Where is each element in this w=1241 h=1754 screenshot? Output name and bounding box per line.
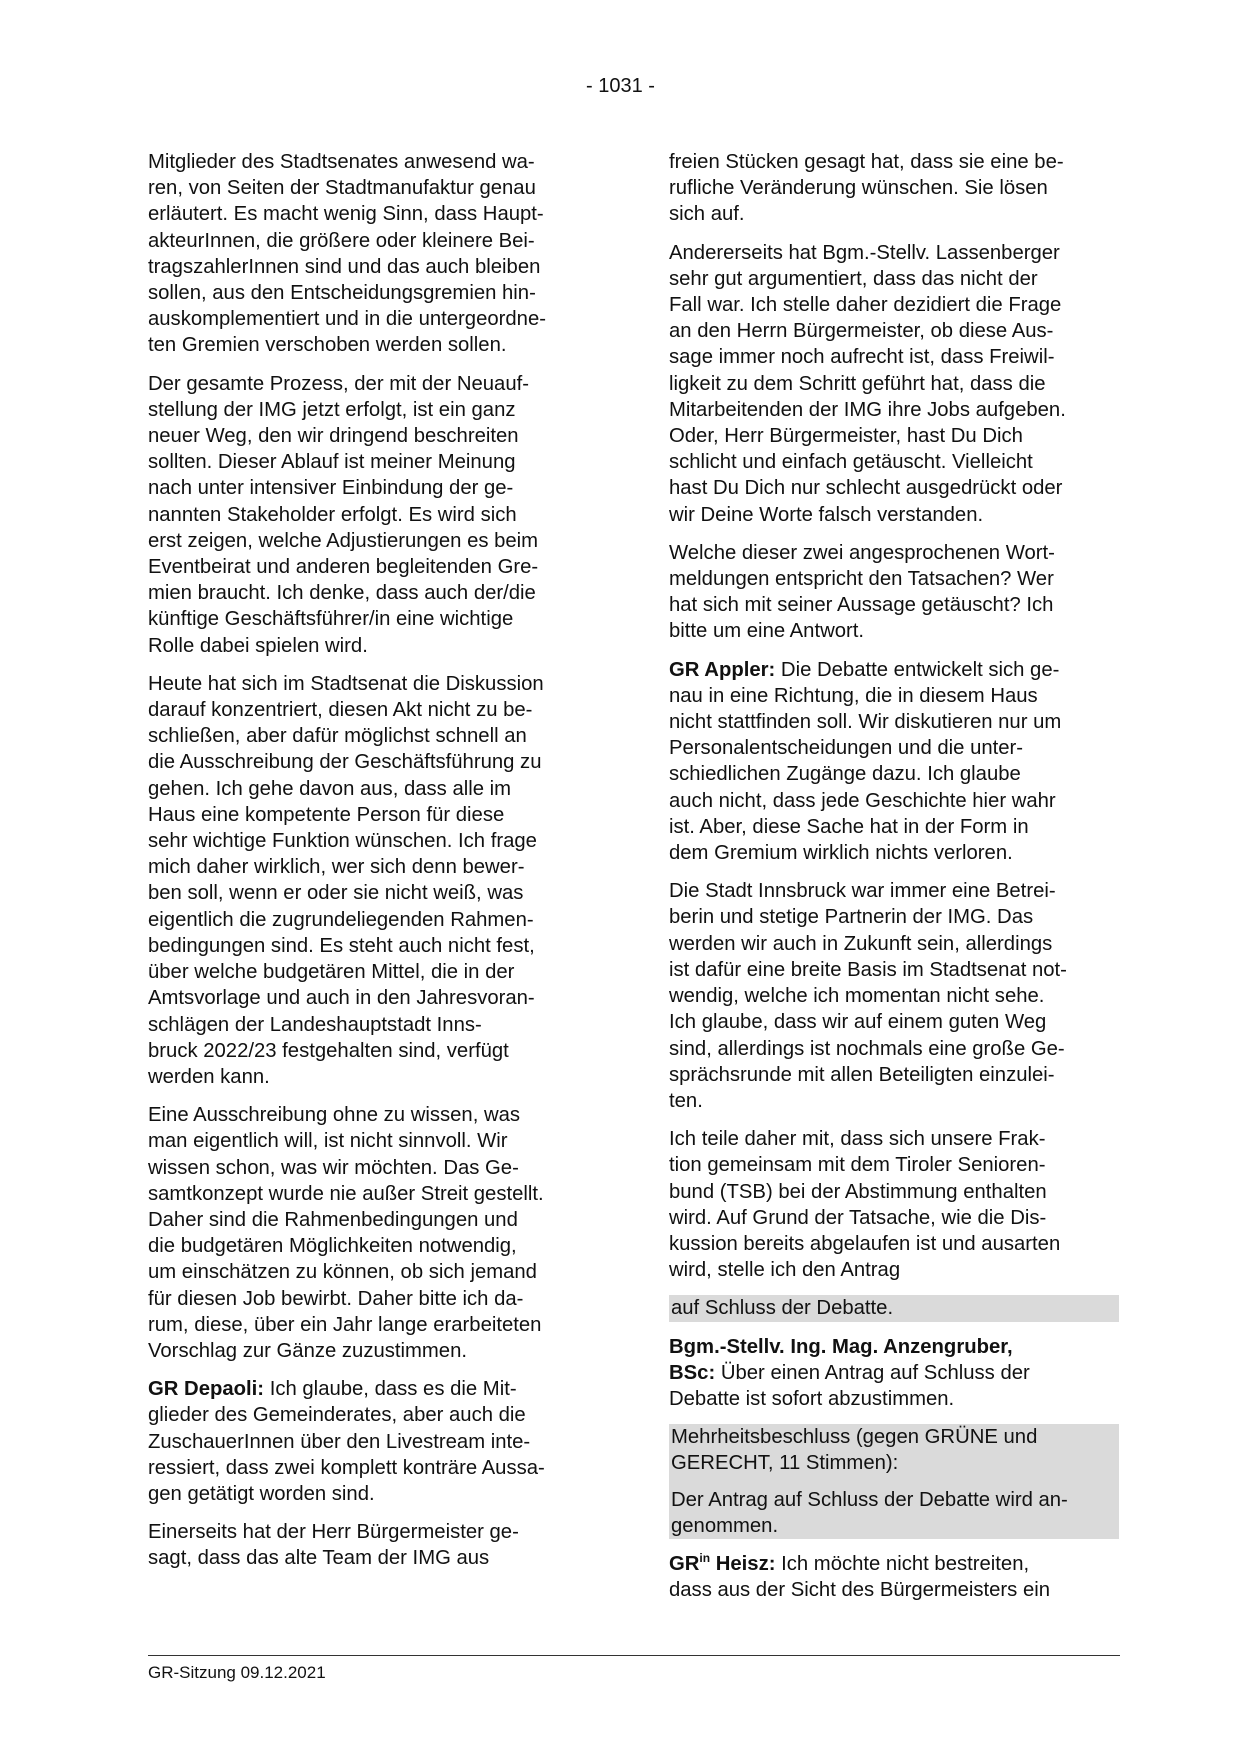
paragraph bbox=[148, 671, 598, 1090]
paragraph bbox=[148, 149, 598, 359]
page-number: - 1031 - bbox=[586, 75, 655, 97]
paragraph-text: Einerseits hat der Herr Bürgermeister ge- sagt, dass das alte Team der IMG aus bbox=[148, 1521, 519, 1570]
left-column bbox=[148, 149, 598, 1584]
speaker-name: GR Appler: bbox=[669, 658, 776, 681]
paragraph bbox=[669, 878, 1119, 1114]
paragraph-text: Heute hat sich im Stadtsenat die Diskussion darauf konzentriert, diesen Akt nicht zu be- schließen, aber dafür möglichst schnell an die Ausschreibung der Geschäftsführung zu gehen. Ich gehe davon aus, dass alle im Haus eine kompetente Person für diese sehr wichtige Funktion wünschen. Ich frage mich daher wirklich, wer sich denn bewer- ben soll, wenn er oder sie nicht weiß, was eigentlich die zugrundeliegenden Rahmen- bedingungen sind. Es steht auch nicht fest, über welche budgetären Mittel, die in der Amtsvorlage und auch in den Jahresvoran- schlägen der Landeshauptstadt Inns- bruck 2022/23 festgehalten sind, verfügt werden kann. bbox=[148, 672, 544, 1088]
speech-paragraph bbox=[669, 1551, 1119, 1603]
paragraph-text: Andererseits hat Bgm.-Stellv. Lassenberger sehr gut argumentiert, dass das nicht der Fall war. Ich stelle daher dezidiert die Frage an den Herrn Bürgermeister, ob diese Aus- sage immer noch aufrecht ist, dass Freiwil- ligkeit zu dem Schritt geführt hat, dass die Mitarbeitenden der IMG ihre Jobs aufgeben. Oder, Herr Bürgermeister, hast Du Dich schlicht und einfach getäuscht. Vielleicht hast Du Dich nur schlecht ausgedrückt oder wir Deine Worte falsch verstanden. bbox=[669, 241, 1066, 526]
speaker-surname: Heisz: bbox=[710, 1552, 776, 1575]
speech-text: Ich möchte nicht bestreiten, dass aus der Sicht des Bürgermeisters ein bbox=[669, 1552, 1051, 1602]
paragraph-text: Der gesamte Prozess, der mit der Neuauf- stellung der IMG jetzt erfolgt, ist ein ganz neuer Weg, den wir dringend beschreiten sollten. Dieser Ablauf ist meiner Meinung nach unter intensiver Einbindung der ge- nannten Stakeholder erfolgt. Es wird sich erst zeigen, welche Adjustierungen es beim Eventbeirat und anderen begleitenden Gre- mien braucht. Ich denke, dass auch der/die künftige Geschäftsführer/in eine wichtige Rolle dabei spielen wird. bbox=[148, 372, 539, 657]
paragraph-text: Die Stadt Innsbruck war immer eine Betrei- berin und stetige Partnerin der IMG. Das werden wir auch in Zukunft sein, allerdings ist dafür eine breite Basis im Stadtsenat not- wendig, welche ich momentan nicht sehe. Ich glaube, dass wir auf einem guten Weg sind, allerdings ist nochmals eine große Ge- sprächsrunde mit allen Beteiligten einzulei- ten. bbox=[669, 880, 1067, 1112]
speaker-name: GR Depaoli: bbox=[148, 1378, 265, 1401]
paragraph bbox=[669, 1126, 1119, 1283]
paragraph-text: freien Stücken gesagt hat, dass sie eine be- rufliche Veränderung wünschen. Sie lösen sich auf. bbox=[669, 151, 1064, 226]
footer-text: GR-Sitzung 09.12.2021 bbox=[148, 1663, 326, 1682]
motion-box: auf Schluss der Debatte. bbox=[669, 1295, 1119, 1321]
speech-paragraph bbox=[148, 1376, 598, 1507]
speech-text: Die Debatte entwickelt sich ge- nau in eine Richtung, die in diesem Haus nicht stattfinden soll. Wir diskutieren nur um Personalentscheidungen und die unter- schiedlichen Zugänge dazu. Ich glaube auch nicht, dass jede Geschichte hier wahr ist. Aber, diese Sache hat in der Form in dem Gremium wirklich nichts verloren. bbox=[669, 658, 1062, 865]
paragraph-text: Eine Ausschreibung ohne zu wissen, was man eigentlich will, ist nicht sinnvoll. Wir wissen schon, was wir möchten. Das Ge- samtkonzept wurde nie außer Streit gestellt. Daher sind die Rahmenbedingungen und die budgetären Möglichkeiten notwendig, um einschätzen zu können, ob sich jemand für diesen Job bewirbt. Daher bitte ich da- rum, diese, über ein Jahr lange erarbeiteten Vorschlag zur Gänze zuzustimmen. bbox=[148, 1104, 544, 1362]
speech-paragraph bbox=[669, 657, 1119, 867]
paragraph-text: Mitglieder des Stadtsenates anwesend wa- ren, von Seiten der Stadtmanufaktur genau erläutert. Es macht wenig Sinn, dass Haupt- akteurInnen, die größere oder kleinere Bei- tragszahlerInnen sind und das auch bleiben sollen, aus den Entscheidungsgremien hin- auskomplementiert und in die untergeordne- ten Gremien verschoben werden sollen. bbox=[148, 151, 546, 357]
speech-text: Über einen Antrag auf Schluss der Debatte ist sofort abzustimmen. bbox=[669, 1361, 1030, 1410]
speech-paragraph bbox=[669, 1334, 1119, 1413]
footer-divider bbox=[148, 1655, 1120, 1656]
vote-outcome-box: Der Antrag auf Schluss der Debatte wird an- genommen. bbox=[669, 1487, 1119, 1539]
paragraph bbox=[669, 149, 1119, 228]
paragraph bbox=[148, 1102, 598, 1364]
paragraph-text: Ich teile daher mit, dass sich unsere Frak- tion gemeinsam mit dem Tiroler Senioren- bund (TSB) bei der Abstimmung enthalten wird. Auf Grund der Tatsache, wie die Dis- kussion bereits abgelaufen ist und ausarten wird, stelle ich den Antrag bbox=[669, 1128, 1061, 1282]
speaker-prefix: GR bbox=[669, 1552, 700, 1575]
vote-result-box: Mehrheitsbeschluss (gegen GRÜNE und GERECHT, 11 Stimmen): bbox=[669, 1424, 1119, 1486]
paragraph bbox=[148, 1519, 598, 1571]
speaker-name bbox=[669, 1553, 775, 1575]
speaker-name: Bgm.-Stellv. Ing. Mag. Anzengruber, BSc: bbox=[669, 1335, 1013, 1384]
speech-text: Ich glaube, dass es die Mit- glieder des Gemeinderates, aber auch die ZuschauerInnen über den Livestream inte- ressiert, dass zwei komplett konträre Aussa- gen getätigt worden sind. bbox=[148, 1378, 545, 1505]
paragraph bbox=[148, 371, 598, 659]
right-column bbox=[669, 149, 1119, 1615]
paragraph bbox=[669, 240, 1119, 528]
paragraph bbox=[669, 540, 1119, 645]
speaker-superscript: in bbox=[699, 1551, 711, 1566]
paragraph-text: Welche dieser zwei angesprochenen Wort- meldungen entspricht den Tatsachen? Wer hat sich mit seiner Aussage getäuscht? Ich bitte um eine Antwort. bbox=[669, 541, 1055, 643]
